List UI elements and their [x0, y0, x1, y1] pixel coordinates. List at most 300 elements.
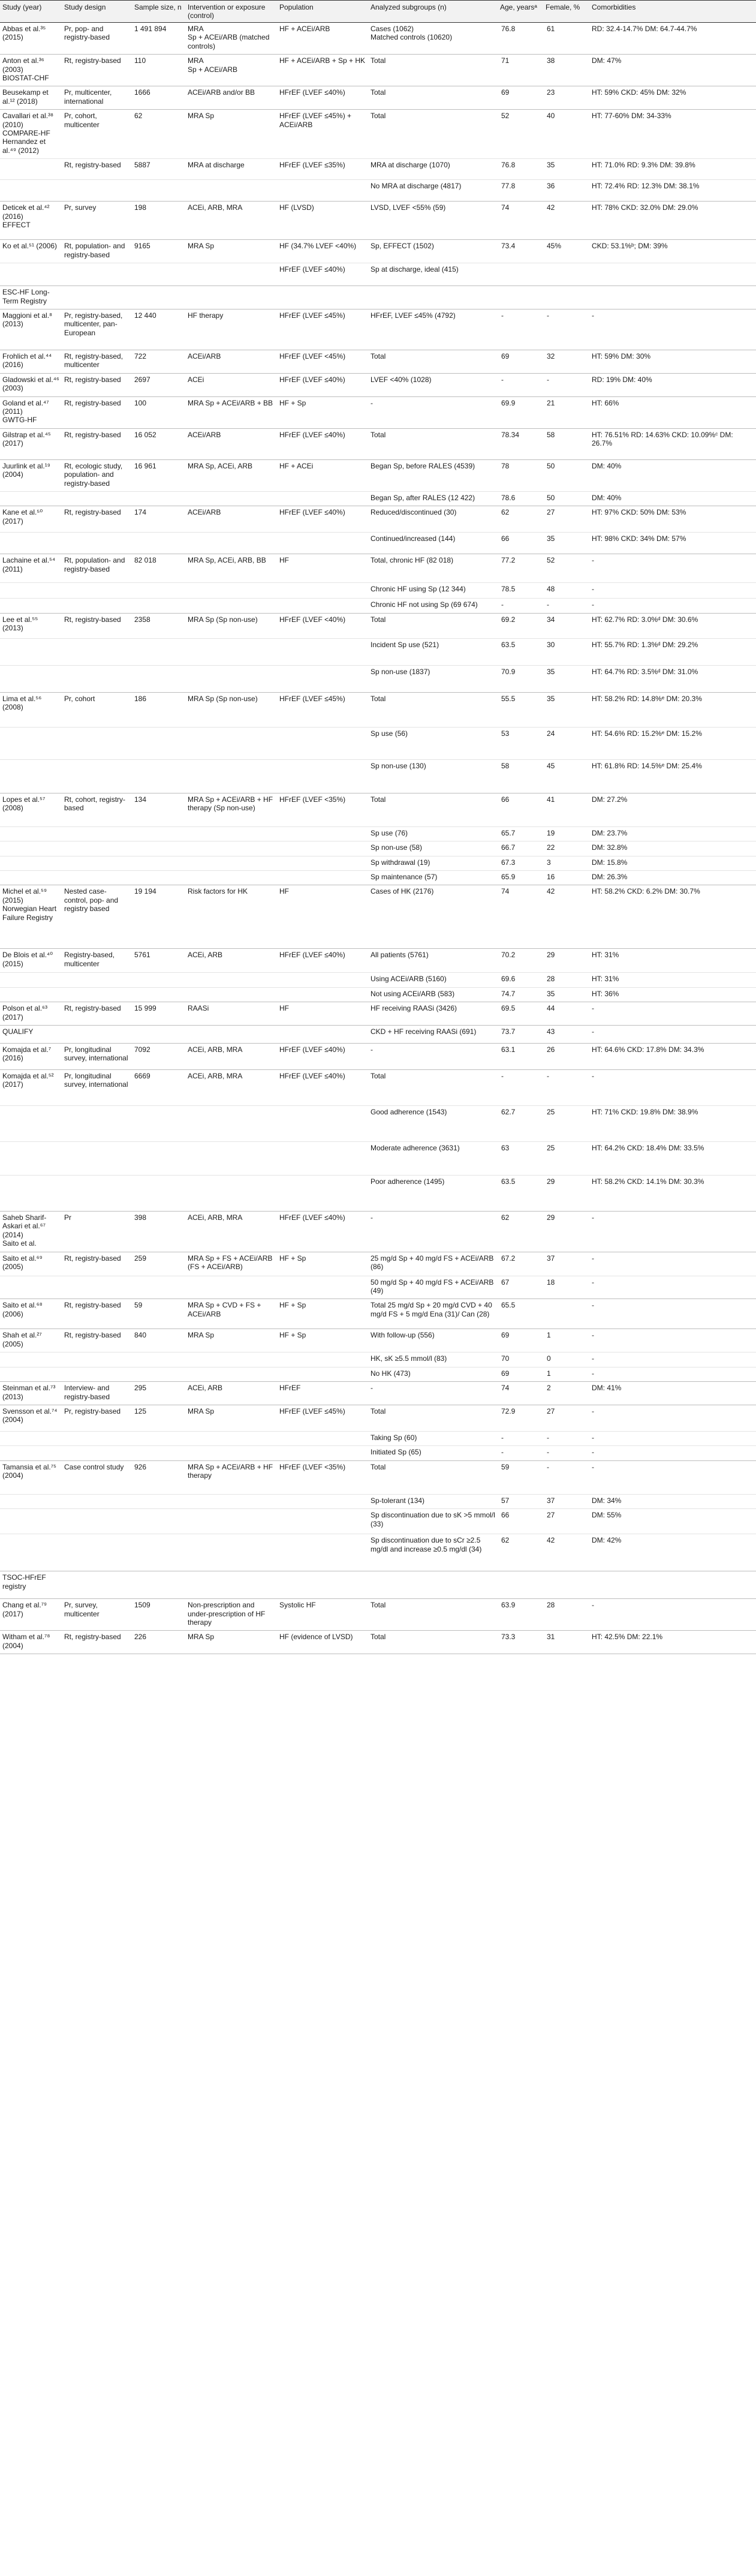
- sample-size-cell: [132, 1534, 185, 1571]
- comorbidities-cell: -: [589, 1329, 756, 1352]
- design-cell: Registry-based, multicenter: [62, 949, 132, 973]
- intervention-cell: [185, 263, 277, 286]
- table-row: [0, 793, 756, 826]
- sample-size-cell: 125: [132, 1405, 185, 1431]
- study-cell: Saito et al.⁶⁹ (2005): [0, 1252, 62, 1276]
- intervention-cell: MRA Sp + ACEi/ARB (matched controls): [185, 23, 277, 55]
- age-cell: 69.5: [498, 1002, 543, 1026]
- subgroup-cell: Sp maintenance (57): [368, 871, 498, 885]
- design-cell: [62, 180, 132, 202]
- age-cell: 63.5: [498, 1176, 543, 1212]
- sample-size-cell: 110: [132, 55, 185, 86]
- subgroup-cell: 25 mg/d Sp + 40 mg/d FS + ACEi/ARB (86): [368, 1252, 498, 1276]
- intervention-cell: MRA Sp (Sp non-use): [185, 613, 277, 638]
- sample-size-cell: [132, 1509, 185, 1534]
- sample-size-cell: 62: [132, 110, 185, 159]
- population-cell: HFrEF (LVEF <45%): [277, 350, 368, 373]
- intervention-cell: ACEi: [185, 373, 277, 396]
- intervention-cell: [185, 1534, 277, 1571]
- comorbidities-cell: HT: 64.7% RD: 3.5%ᵈ DM: 31.0%: [589, 665, 756, 692]
- sample-size-cell: 16 961: [132, 459, 185, 491]
- subgroup-cell: Began Sp, before RALES (4539): [368, 459, 498, 491]
- study-cell: [0, 826, 62, 841]
- age-cell: -: [498, 309, 543, 350]
- table-row: [0, 202, 756, 240]
- design-cell: [62, 1534, 132, 1571]
- subgroup-cell: -: [368, 1044, 498, 1070]
- comorbidities-cell: [589, 286, 756, 309]
- age-cell: [498, 1571, 543, 1599]
- comorbidities-cell: HT: 59% CKD: 45% DM: 32%: [589, 86, 756, 110]
- comorbidities-cell: HT: 64.2% CKD: 18.4% DM: 33.5%: [589, 1142, 756, 1176]
- intervention-cell: [185, 1446, 277, 1460]
- table-row: [0, 692, 756, 727]
- design-cell: [62, 286, 132, 309]
- study-cell: Deticek et al.⁴² (2016) EFFECT: [0, 202, 62, 240]
- intervention-cell: [185, 599, 277, 613]
- female-cell: 35: [543, 533, 589, 554]
- population-cell: Systolic HF: [277, 1599, 368, 1631]
- study-cell: [0, 1276, 62, 1299]
- age-cell: 67.3: [498, 856, 543, 870]
- female-cell: 35: [543, 665, 589, 692]
- population-cell: [277, 1431, 368, 1445]
- comorbidities-cell: HT: 97% CKD: 50% DM: 53%: [589, 506, 756, 533]
- design-cell: Pr: [62, 1212, 132, 1252]
- female-cell: 31: [543, 1631, 589, 1654]
- population-cell: [277, 987, 368, 1002]
- design-cell: Rt, cohort, registry-based: [62, 793, 132, 826]
- intervention-cell: [185, 1276, 277, 1299]
- female-cell: 34: [543, 613, 589, 638]
- female-cell: -: [543, 1431, 589, 1445]
- sample-size-cell: 19 194: [132, 885, 185, 949]
- design-cell: [62, 987, 132, 1002]
- comorbidities-cell: DM: 55%: [589, 1509, 756, 1534]
- female-cell: 2: [543, 1382, 589, 1405]
- age-cell: 69: [498, 350, 543, 373]
- age-cell: 74: [498, 885, 543, 949]
- intervention-cell: ACEi, ARB, MRA: [185, 1070, 277, 1106]
- comorbidities-cell: DM: 32.8%: [589, 841, 756, 856]
- design-cell: Nested case-control, pop- and registry based: [62, 885, 132, 949]
- age-cell: 66: [498, 533, 543, 554]
- sample-size-cell: 198: [132, 202, 185, 240]
- table-row: [0, 428, 756, 459]
- age-cell: 73.7: [498, 1026, 543, 1044]
- study-cell: [0, 727, 62, 759]
- population-cell: [277, 1534, 368, 1571]
- comorbidities-cell: -: [589, 599, 756, 613]
- table-row: [0, 599, 756, 613]
- study-cell: Anton et al.³⁶ (2003) BIOSTAT-CHF: [0, 55, 62, 86]
- study-cell: Svensson et al.⁷⁴ (2004): [0, 1405, 62, 1431]
- intervention-cell: [185, 1352, 277, 1367]
- design-cell: Rt, registry-based: [62, 1299, 132, 1329]
- population-cell: HF (evidence of LVSD): [277, 1631, 368, 1654]
- comorbidities-cell: RD: 32.4-14.7% DM: 64.7-44.7%: [589, 23, 756, 55]
- table-row: [0, 987, 756, 1002]
- population-cell: [277, 1276, 368, 1299]
- intervention-cell: [185, 841, 277, 856]
- population-cell: [277, 841, 368, 856]
- sample-size-cell: 2697: [132, 373, 185, 396]
- design-cell: [62, 841, 132, 856]
- population-cell: HF (34.7% LVEF <40%): [277, 240, 368, 263]
- subgroup-cell: Total: [368, 793, 498, 826]
- population-cell: [277, 826, 368, 841]
- comorbidities-cell: -: [589, 554, 756, 583]
- age-cell: -: [498, 1431, 543, 1445]
- female-cell: -: [543, 1460, 589, 1494]
- sample-size-cell: [132, 826, 185, 841]
- population-cell: [277, 871, 368, 885]
- comorbidities-cell: HT: 71% CKD: 19.8% DM: 38.9%: [589, 1106, 756, 1142]
- sample-size-cell: [132, 180, 185, 202]
- sample-size-cell: 82 018: [132, 554, 185, 583]
- age-cell: 77.2: [498, 554, 543, 583]
- female-cell: 1: [543, 1329, 589, 1352]
- subgroup-cell: Moderate adherence (3631): [368, 1142, 498, 1176]
- female-cell: 40: [543, 110, 589, 159]
- subgroup-cell: Total: [368, 1405, 498, 1431]
- design-cell: Pr, multicenter, international: [62, 86, 132, 110]
- comorbidities-cell: HT: 98% CKD: 34% DM: 57%: [589, 533, 756, 554]
- design-cell: Rt, registry-based: [62, 373, 132, 396]
- study-cell: [0, 159, 62, 180]
- female-cell: 42: [543, 1534, 589, 1571]
- table-row: [0, 1534, 756, 1571]
- study-cell: [0, 180, 62, 202]
- population-cell: [277, 638, 368, 665]
- female-cell: 29: [543, 1212, 589, 1252]
- age-cell: 63.9: [498, 1599, 543, 1631]
- sample-size-cell: 926: [132, 1460, 185, 1494]
- age-cell: 69: [498, 1329, 543, 1352]
- age-cell: 63.1: [498, 1044, 543, 1070]
- age-cell: 55.5: [498, 692, 543, 727]
- table-row: [0, 1276, 756, 1299]
- female-cell: 27: [543, 1509, 589, 1534]
- study-cell: Beusekamp et al.¹² (2018): [0, 86, 62, 110]
- subgroup-cell: Total: [368, 613, 498, 638]
- female-cell: 3: [543, 856, 589, 870]
- study-cell: Steinman et al.⁷³ (2013): [0, 1382, 62, 1405]
- subgroup-cell: No HK (473): [368, 1367, 498, 1381]
- table-row: [0, 1252, 756, 1276]
- female-cell: [543, 286, 589, 309]
- comorbidities-cell: HT: 64.6% CKD: 17.8% DM: 34.3%: [589, 1044, 756, 1070]
- intervention-cell: [185, 727, 277, 759]
- age-cell: 78.34: [498, 428, 543, 459]
- subgroup-cell: With follow-up (556): [368, 1329, 498, 1352]
- female-cell: 24: [543, 727, 589, 759]
- study-cell: [0, 638, 62, 665]
- sample-size-cell: [132, 599, 185, 613]
- subgroup-cell: Total: [368, 110, 498, 159]
- comorbidities-cell: DM: 41%: [589, 1382, 756, 1405]
- intervention-cell: [185, 665, 277, 692]
- female-cell: 22: [543, 841, 589, 856]
- study-cell: Saito et al.⁶⁸ (2006): [0, 1299, 62, 1329]
- sample-size-cell: 295: [132, 1382, 185, 1405]
- female-cell: 30: [543, 638, 589, 665]
- table-row: [0, 491, 756, 506]
- study-cell: Michel et al.⁵⁹ (2015) Norwegian Heart Failure Registry: [0, 885, 62, 949]
- comorbidities-cell: -: [589, 1352, 756, 1367]
- comorbidities-cell: -: [589, 1299, 756, 1329]
- table-row: [0, 1460, 756, 1494]
- intervention-cell: [185, 759, 277, 793]
- study-cell: QUALIFY: [0, 1026, 62, 1044]
- intervention-cell: ACEi/ARB: [185, 350, 277, 373]
- subgroup-cell: Total: [368, 1631, 498, 1654]
- intervention-cell: MRA Sp + ACEi/ARB: [185, 55, 277, 86]
- sample-size-cell: [132, 856, 185, 870]
- intervention-cell: MRA Sp, ACEi, ARB, BB: [185, 554, 277, 583]
- header-population: Population: [277, 1, 368, 23]
- intervention-cell: ACEi/ARB: [185, 428, 277, 459]
- intervention-cell: [185, 533, 277, 554]
- study-cell: Lopes et al.⁵⁷ (2008): [0, 793, 62, 826]
- subgroup-cell: Sp withdrawal (19): [368, 856, 498, 870]
- population-cell: HF: [277, 554, 368, 583]
- table-row: [0, 240, 756, 263]
- design-cell: [62, 1026, 132, 1044]
- population-cell: [277, 1106, 368, 1142]
- study-cell: Gilstrap et al.⁴⁵ (2017): [0, 428, 62, 459]
- sample-size-cell: 1666: [132, 86, 185, 110]
- intervention-cell: ACEi, ARB, MRA: [185, 1212, 277, 1252]
- table-row: [0, 506, 756, 533]
- female-cell: 35: [543, 987, 589, 1002]
- intervention-cell: Risk factors for HK: [185, 885, 277, 949]
- design-cell: Pr, registry-based, multicenter, pan-European: [62, 309, 132, 350]
- age-cell: 63.5: [498, 638, 543, 665]
- age-cell: -: [498, 1070, 543, 1106]
- female-cell: 45%: [543, 240, 589, 263]
- intervention-cell: ACEi, ARB: [185, 1382, 277, 1405]
- female-cell: 45: [543, 759, 589, 793]
- female-cell: 1: [543, 1367, 589, 1381]
- age-cell: 53: [498, 727, 543, 759]
- table-row: [0, 871, 756, 885]
- age-cell: -: [498, 1446, 543, 1460]
- table-row: [0, 1026, 756, 1044]
- design-cell: [62, 1509, 132, 1534]
- subgroup-cell: Total, chronic HF (82 018): [368, 554, 498, 583]
- comorbidities-cell: -: [589, 1002, 756, 1026]
- table-row: [0, 727, 756, 759]
- header-design: Study design: [62, 1, 132, 23]
- design-cell: [62, 263, 132, 286]
- header-sample-size: Sample size, n: [132, 1, 185, 23]
- female-cell: 29: [543, 1176, 589, 1212]
- subgroup-cell: Poor adherence (1495): [368, 1176, 498, 1212]
- population-cell: [277, 1494, 368, 1508]
- age-cell: 59: [498, 1460, 543, 1494]
- table-row: [0, 1212, 756, 1252]
- female-cell: [543, 263, 589, 286]
- age-cell: 73.4: [498, 240, 543, 263]
- comorbidities-cell: HT: 72.4% RD: 12.3% DM: 38.1%: [589, 180, 756, 202]
- design-cell: Pr, longitudinal survey, international: [62, 1044, 132, 1070]
- comorbidities-cell: -: [589, 583, 756, 599]
- study-cell: Chang et al.⁷⁹ (2017): [0, 1599, 62, 1631]
- population-cell: [277, 180, 368, 202]
- header-comorbidities: Comorbidities: [589, 1, 756, 23]
- comorbidities-cell: HT: 58.2% RD: 14.8%ᵉ DM: 20.3%: [589, 692, 756, 727]
- study-cell: TSOC-HFrEF registry: [0, 1571, 62, 1599]
- subgroup-cell: Total: [368, 350, 498, 373]
- age-cell: 70.9: [498, 665, 543, 692]
- subgroup-cell: HK, sK ≥5.5 mmol/l (83): [368, 1352, 498, 1367]
- design-cell: [62, 759, 132, 793]
- design-cell: [62, 1494, 132, 1508]
- population-cell: HF + ACEi/ARB: [277, 23, 368, 55]
- design-cell: Rt, registry-based: [62, 613, 132, 638]
- design-cell: [62, 1571, 132, 1599]
- table-row: [0, 1367, 756, 1381]
- population-cell: HFrEF (LVEF ≤40%): [277, 949, 368, 973]
- female-cell: 32: [543, 350, 589, 373]
- table-row: [0, 1494, 756, 1508]
- intervention-cell: [185, 1142, 277, 1176]
- sample-size-cell: 9165: [132, 240, 185, 263]
- sample-size-cell: [132, 263, 185, 286]
- population-cell: HFrEF (LVEF ≤40%): [277, 86, 368, 110]
- design-cell: Pr, pop- and registry-based: [62, 23, 132, 55]
- design-cell: Pr, cohort: [62, 692, 132, 727]
- population-cell: [277, 973, 368, 987]
- study-cell: [0, 856, 62, 870]
- comorbidities-cell: HT: 62.7% RD: 3.0%ᵈ DM: 30.6%: [589, 613, 756, 638]
- age-cell: -: [498, 599, 543, 613]
- female-cell: 58: [543, 428, 589, 459]
- age-cell: [498, 263, 543, 286]
- comorbidities-cell: HT: 76.51% RD: 14.63% CKD: 10.09%ᶜ DM: 26.7%: [589, 428, 756, 459]
- subgroup-cell: Sp non-use (1837): [368, 665, 498, 692]
- study-cell: [0, 533, 62, 554]
- design-cell: [62, 871, 132, 885]
- comorbidities-cell: -: [589, 1599, 756, 1631]
- population-cell: [277, 533, 368, 554]
- table-row: [0, 1631, 756, 1654]
- subgroup-cell: Sp discontinuation due to sK >5 mmol/l (33): [368, 1509, 498, 1534]
- design-cell: Rt, registry-based: [62, 396, 132, 428]
- subgroup-cell: Cases (1062) Matched controls (10620): [368, 23, 498, 55]
- population-cell: HFrEF (LVEF <35%): [277, 1460, 368, 1494]
- study-cell: De Blois et al.⁴⁰ (2015): [0, 949, 62, 973]
- intervention-cell: [185, 286, 277, 309]
- comorbidities-cell: -: [589, 1431, 756, 1445]
- table-row: [0, 613, 756, 638]
- female-cell: 44: [543, 1002, 589, 1026]
- age-cell: 69.9: [498, 396, 543, 428]
- population-cell: HF + ACEi/ARB + Sp + HK: [277, 55, 368, 86]
- table-row: [0, 159, 756, 180]
- population-cell: HFrEF: [277, 1382, 368, 1405]
- subgroup-cell: Not using ACEi/ARB (583): [368, 987, 498, 1002]
- table-row: [0, 1382, 756, 1405]
- female-cell: 38: [543, 55, 589, 86]
- sample-size-cell: [132, 1352, 185, 1367]
- population-cell: HF: [277, 885, 368, 949]
- age-cell: 62: [498, 1212, 543, 1252]
- female-cell: [543, 1299, 589, 1329]
- comorbidities-cell: HT: 31%: [589, 973, 756, 987]
- population-cell: [277, 599, 368, 613]
- population-cell: HFrEF (LVEF ≤40%): [277, 428, 368, 459]
- sample-size-cell: [132, 1026, 185, 1044]
- study-cell: [0, 1142, 62, 1176]
- female-cell: 52: [543, 554, 589, 583]
- sample-size-cell: 186: [132, 692, 185, 727]
- comorbidities-cell: HT: 31%: [589, 949, 756, 973]
- intervention-cell: [185, 871, 277, 885]
- design-cell: Rt, population- and registry-based: [62, 240, 132, 263]
- sample-size-cell: 5887: [132, 159, 185, 180]
- study-cell: [0, 871, 62, 885]
- table-row: [0, 856, 756, 870]
- study-cell: [0, 1352, 62, 1367]
- sample-size-cell: [132, 987, 185, 1002]
- comorbidities-cell: -: [589, 1405, 756, 1431]
- age-cell: 73.3: [498, 1631, 543, 1654]
- table-row: [0, 1571, 756, 1599]
- table-row: [0, 638, 756, 665]
- subgroup-cell: Sp-tolerant (134): [368, 1494, 498, 1508]
- subgroup-cell: Sp use (56): [368, 727, 498, 759]
- subgroup-cell: Incident Sp use (521): [368, 638, 498, 665]
- intervention-cell: [185, 583, 277, 599]
- design-cell: Case control study: [62, 1460, 132, 1494]
- age-cell: 65.5: [498, 1299, 543, 1329]
- intervention-cell: [185, 1494, 277, 1508]
- population-cell: [277, 583, 368, 599]
- design-cell: Interview- and registry-based: [62, 1382, 132, 1405]
- comorbidities-cell: -: [589, 309, 756, 350]
- table-row: [0, 1176, 756, 1212]
- design-cell: [62, 973, 132, 987]
- intervention-cell: [185, 491, 277, 506]
- table-row: [0, 885, 756, 949]
- intervention-cell: [185, 180, 277, 202]
- subgroup-cell: HFrEF, LVEF ≤45% (4792): [368, 309, 498, 350]
- subgroup-cell: Total: [368, 1460, 498, 1494]
- intervention-cell: MRA Sp: [185, 1329, 277, 1352]
- design-cell: Rt, registry-based, multicenter: [62, 350, 132, 373]
- female-cell: 43: [543, 1026, 589, 1044]
- study-cell: Abbas et al.³⁵ (2015): [0, 23, 62, 55]
- design-cell: [62, 599, 132, 613]
- sample-size-cell: [132, 841, 185, 856]
- age-cell: 66: [498, 793, 543, 826]
- subgroup-cell: Sp use (76): [368, 826, 498, 841]
- table-row: [0, 1142, 756, 1176]
- study-cell: Lachaine et al.⁵⁴ (2011): [0, 554, 62, 583]
- design-cell: [62, 1276, 132, 1299]
- comorbidities-cell: HT: 66%: [589, 396, 756, 428]
- table-row: [0, 533, 756, 554]
- age-cell: 69: [498, 1367, 543, 1381]
- population-cell: [277, 1571, 368, 1599]
- subgroup-cell: Sp discontinuation due to sCr ≥2.5 mg/dl and increase ≥0.5 mg/dl (34): [368, 1534, 498, 1571]
- sample-size-cell: 259: [132, 1252, 185, 1276]
- population-cell: HF + ACEi: [277, 459, 368, 491]
- sample-size-cell: [132, 727, 185, 759]
- study-cell: ESC-HF Long-Term Registry: [0, 286, 62, 309]
